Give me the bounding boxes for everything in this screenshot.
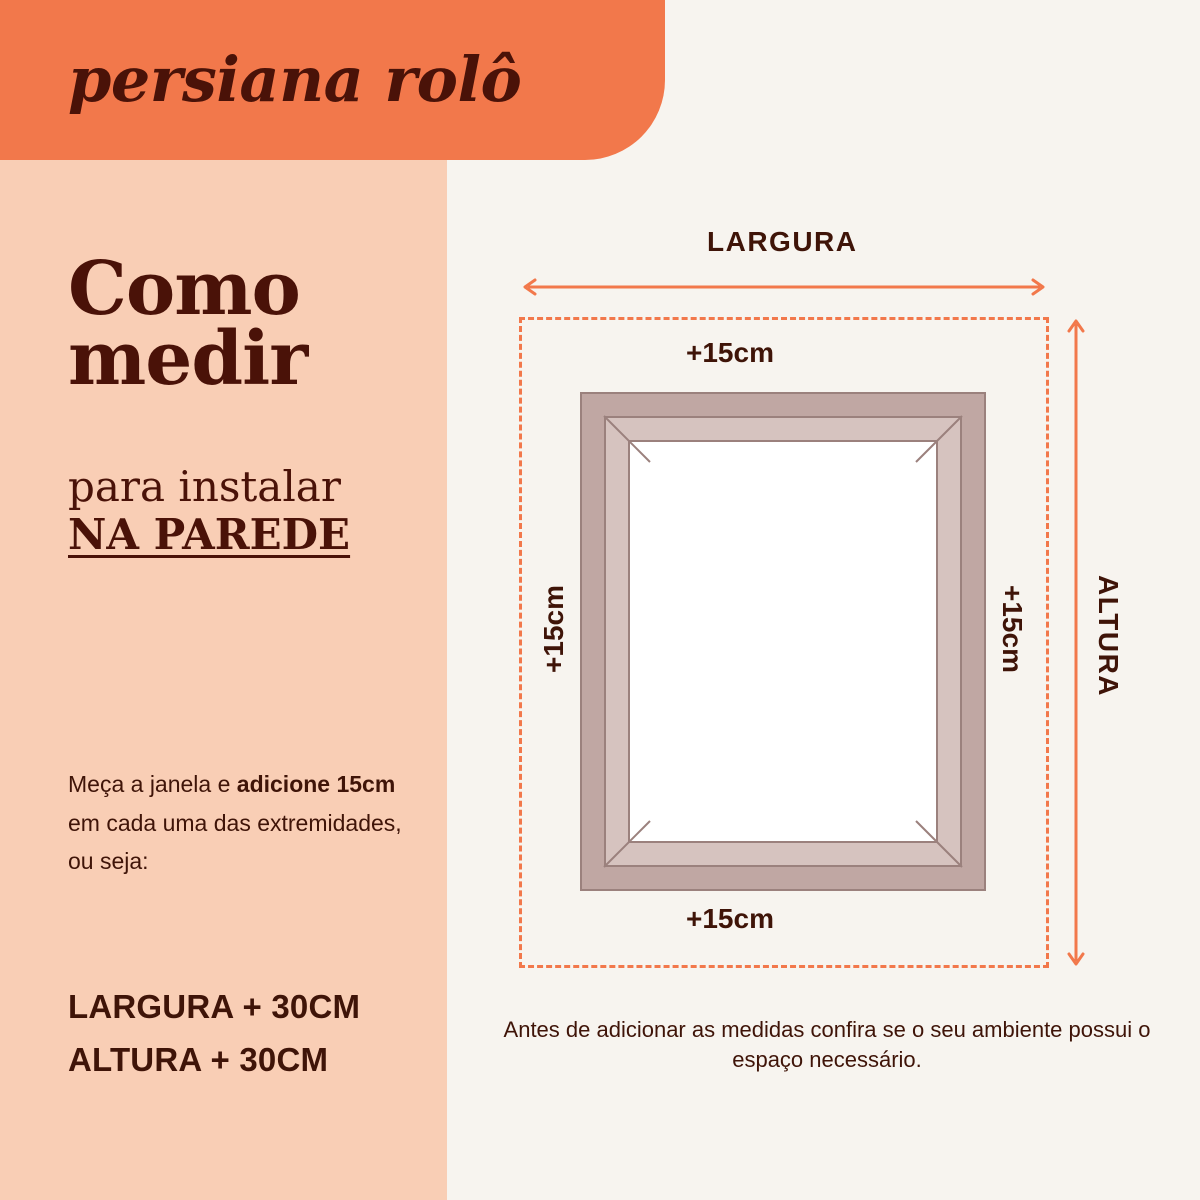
diagram-panel xyxy=(447,160,1200,1200)
headline-line-1: Como xyxy=(68,246,300,332)
width-arrow-icon xyxy=(519,278,1049,296)
margin-bottom-label: +15cm xyxy=(686,903,774,934)
subtitle-line-2: NA PAREDE xyxy=(68,510,351,559)
header-banner xyxy=(0,0,665,160)
left-info-panel xyxy=(0,160,447,1200)
window-bevel-lines xyxy=(580,392,986,891)
height-arrow-icon xyxy=(1067,315,1085,970)
total-width: LARGURA + 30CM xyxy=(68,988,361,1025)
diagram-label-largura: LARGURA xyxy=(707,226,858,257)
margin-right-label: +15cm xyxy=(997,585,1028,673)
instruction-bold: adicione 15cm xyxy=(236,771,396,797)
instruction-paragraph xyxy=(68,765,408,881)
diagram-footnote: Antes de adicionar as medidas confira se o seu ambiente possui o espaço necessário. xyxy=(503,1017,1151,1072)
total-height: ALTURA + 30CM xyxy=(68,1041,329,1079)
instruction-part-1: Meça a janela e xyxy=(68,771,237,797)
totals-block xyxy=(68,980,360,1087)
window-frame xyxy=(580,392,986,891)
margin-top-label: +15cm xyxy=(686,337,774,368)
diagram-label-altura: ALTURA xyxy=(1093,575,1124,698)
headline-line-2: medir xyxy=(68,315,308,402)
instruction-part-2: em cada uma das extremidades, ou seja: xyxy=(68,809,402,875)
margin-left-label: +15cm xyxy=(538,585,569,673)
headline xyxy=(68,246,308,402)
subtitle-line-1: para instalar xyxy=(68,462,341,511)
page-title: persiana rolô xyxy=(68,43,522,116)
